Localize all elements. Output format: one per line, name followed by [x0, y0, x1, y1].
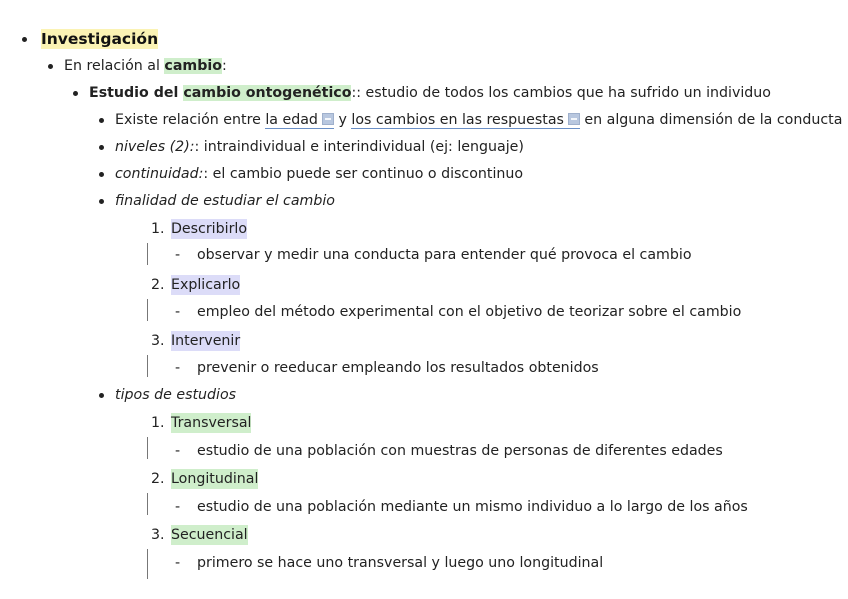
item-label: Describirlo	[171, 221, 248, 237]
bullet-icon	[22, 37, 27, 42]
item-label: Secuencial	[171, 527, 248, 543]
indent-guide	[147, 493, 148, 515]
outline-text	[64, 56, 227, 76]
reference-label: los cambios en las respuestas	[351, 112, 564, 128]
bullet-icon	[73, 91, 78, 96]
description-text: prevenir o reeducar empleando los resultados obtenidos	[197, 360, 599, 376]
dash-marker: -	[175, 499, 181, 515]
bullet-icon	[99, 118, 104, 123]
description-text: observar y medir una conducta para entender qué provoca el cambio	[197, 247, 692, 263]
description-text: empleo del método experimental con el objetivo de teorizar sobre el cambio	[197, 304, 742, 320]
reference-link-cambios[interactable]	[351, 112, 580, 129]
item-label: Intervenir	[171, 333, 241, 349]
highlight-cambio: cambio	[164, 58, 222, 74]
list-number: 3.	[151, 333, 165, 349]
property-key: niveles (2):	[115, 139, 195, 155]
description-text: estudio de una población mediante un mismo individuo a lo largo de los años	[197, 499, 748, 515]
bullet-icon	[48, 64, 53, 69]
outline-text	[115, 164, 523, 184]
section-title: tipos de estudios	[115, 387, 237, 403]
dash-marker: -	[175, 443, 181, 459]
property-value: : el cambio puede ser continuo o discontinuo	[203, 166, 524, 182]
heading-investigacion: Investigación	[41, 30, 159, 48]
description-text: primero se hace uno transversal y luego uno longitudinal	[197, 555, 604, 571]
list-number: 1.	[151, 415, 165, 431]
text-suffix: :	[221, 58, 227, 74]
reference-icon[interactable]	[568, 113, 580, 125]
dash-marker: -	[175, 555, 181, 571]
dash-marker: -	[175, 304, 181, 320]
text-suffix: en alguna dimensión de la conducta	[579, 112, 843, 128]
indent-guide	[147, 355, 148, 377]
outline-text	[115, 137, 524, 157]
reference-icon[interactable]	[322, 113, 334, 125]
bullet-icon	[99, 145, 104, 150]
item-label: Transversal	[171, 415, 252, 431]
item-label: Longitudinal	[171, 471, 259, 487]
text-mid: y	[333, 112, 352, 128]
list-number: 2.	[151, 277, 165, 293]
description-text: estudio de una población con muestras de personas de diferentes edades	[197, 443, 723, 459]
highlight-cambio-ontogenetico: cambio ontogenético	[183, 85, 352, 101]
bullet-icon	[99, 393, 104, 398]
list-number: 1.	[151, 221, 165, 237]
property-key: continuidad:	[115, 166, 204, 182]
item-label: Explicarlo	[171, 277, 241, 293]
dash-marker: -	[175, 247, 181, 263]
text-prefix: Existe relación entre	[115, 112, 266, 128]
text-suffix: :: estudio de todos los cambios que ha sufrido un individuo	[351, 85, 771, 101]
list-number: 2.	[151, 471, 165, 487]
indent-guide	[147, 549, 148, 579]
section-title: finalidad de estudiar el cambio	[115, 193, 335, 209]
reference-link-edad[interactable]	[265, 112, 334, 129]
indent-guide	[147, 243, 148, 265]
list-number: 3.	[151, 527, 165, 543]
indent-guide	[147, 437, 148, 459]
indent-guide	[147, 299, 148, 321]
bullet-icon	[99, 172, 104, 177]
property-value: : intraindividual e interindividual (ej: lenguaje)	[194, 139, 524, 155]
dash-marker: -	[175, 360, 181, 376]
outline-text	[115, 110, 842, 130]
reference-label: la edad	[265, 112, 318, 128]
bullet-icon	[99, 199, 104, 204]
bold-text: Estudio del	[89, 85, 184, 101]
text-prefix: En relación al	[64, 58, 165, 74]
outline-text	[89, 83, 771, 103]
